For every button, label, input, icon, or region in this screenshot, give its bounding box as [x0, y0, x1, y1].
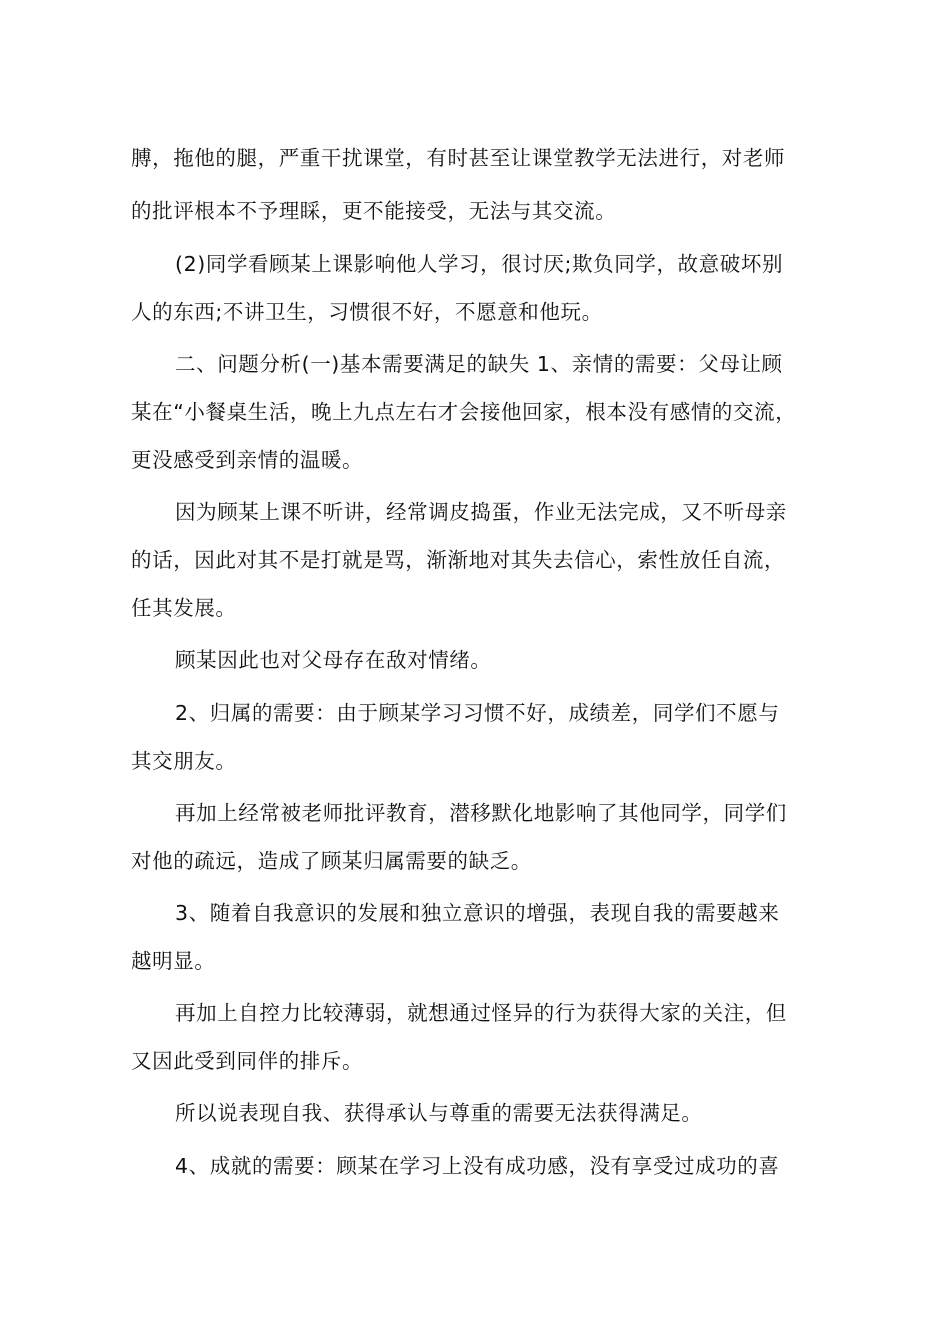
text-line: 的话，因此对其不是打就是骂，渐渐地对其失去信心，索性放任自流， [131, 548, 786, 572]
text-line: 因为顾某上课不听讲，经常调皮捣蛋，作业无法完成，又不听母亲 [175, 500, 787, 524]
text-line: 其交朋友。 [131, 749, 237, 773]
text-line: 所以说表现自我、获得承认与尊重的需要无法获得满足。 [175, 1101, 703, 1125]
text-line: 人的东西;不讲卫生，习惯很不好，不愿意和他玩。 [131, 300, 603, 324]
text-line: 又因此受到同伴的排斥。 [131, 1049, 364, 1073]
text-line: 二、问题分析(一)基本需要满足的缺失 1、亲情的需要：父母让顾 [175, 352, 783, 376]
text-line: 某在“小餐桌生活，晚上九点左右才会接他回家，根本没有感情的交流， [131, 400, 797, 424]
text-line: 膊，拖他的腿，严重干扰课堂，有时甚至让课堂教学无法进行，对老师 [131, 146, 786, 170]
text-line: 再加上自控力比较薄弱，就想通过怪异的行为获得大家的关注，但 [175, 1001, 787, 1025]
text-line: 4、成就的需要：顾某在学习上没有成功感，没有享受过成功的喜 [175, 1154, 780, 1178]
text-line: 2、归属的需要：由于顾某学习习惯不好，成绩差，同学们不愿与 [175, 701, 780, 725]
text-line: 对他的疏远，造成了顾某归属需要的缺乏。 [131, 849, 532, 873]
text-line: (2)同学看顾某上课影响他人学习，很讨厌;欺负同学，故意破坏别 [175, 252, 784, 276]
text-line: 任其发展。 [131, 596, 237, 620]
text-line: 越明显。 [131, 949, 216, 973]
text-line: 再加上经常被老师批评教育，潜移默化地影响了其他同学，同学们 [175, 801, 787, 825]
text-line: 3、随着自我意识的发展和独立意识的增强，表现自我的需要越来 [175, 901, 780, 925]
text-line: 更没感受到亲情的温暖。 [131, 448, 364, 472]
text-line: 的批评根本不予理睬，更不能接受，无法与其交流。 [131, 199, 617, 223]
text-line: 顾某因此也对父母存在敌对情绪。 [175, 648, 492, 672]
